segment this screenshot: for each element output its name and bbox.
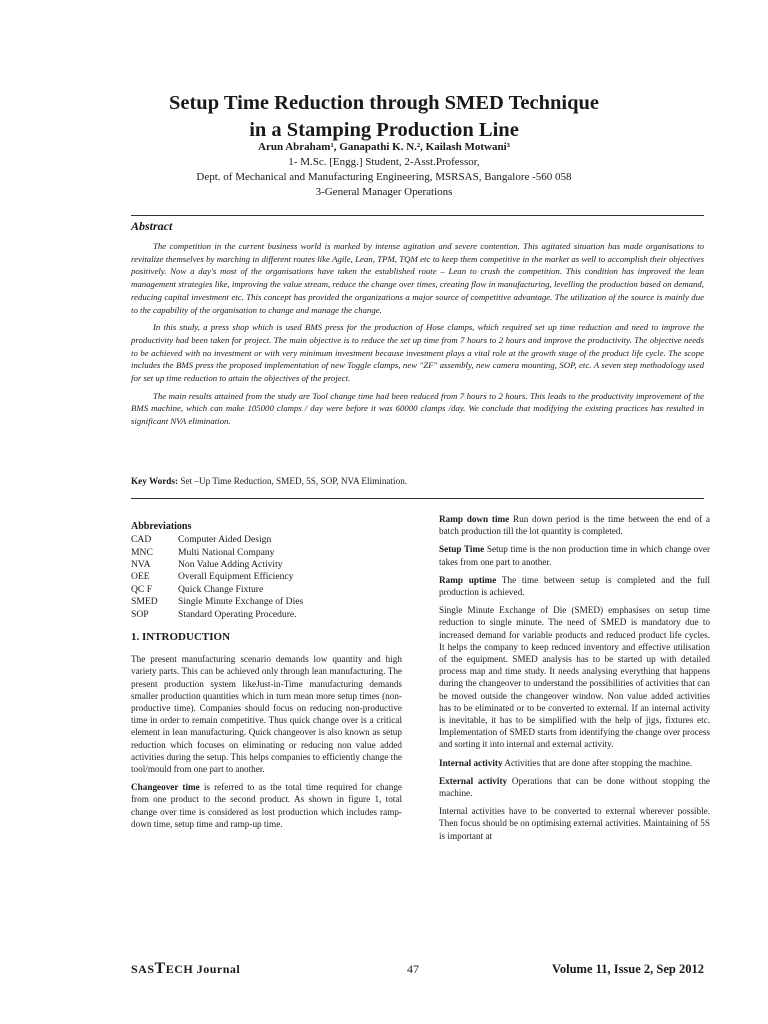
abbreviation-row [131, 596, 402, 608]
changeover-term: Changeover time [131, 782, 200, 793]
journal-initial: T [154, 960, 166, 977]
abstract-paragraph-2: In this study, a press shop which is used BMS press for the production of Hose clamps, which required set up time reduction and need to improve the productivity had been taken for project. The main objective is to reduce the set up time from 7 hours to 2 hours and improve the productivity. The objective needs to be achieved with no investment or with very minimum investment because investment plays a vital role at the growth stage of the product life cycle. The scope includes the BMS press the proposed implementation of new Toggle clamps, new "ZF" assembly, new camera mounting, SOP, etc. A seven step methodology used for set up time reduction to attain the objectives of the project. [131, 322, 704, 384]
rampdown-term: Ramp down time [439, 514, 510, 524]
author-names: Arun Abraham¹, Ganapathi K. N.², Kailash Motwani³ [258, 141, 510, 153]
abbr-key: NVA [131, 559, 151, 571]
abbr-key: MNC [131, 546, 153, 558]
journal-name [131, 960, 240, 978]
abbreviation-row [131, 534, 402, 546]
external-text: Operations that can be done without stopping the machine. [439, 775, 710, 799]
page-footer [131, 960, 704, 982]
affiliation-line-2: Dept. of Mechanical and Manufacturing Engineering, MSRSAS, Bangalore -560 058 [196, 171, 572, 183]
page-number: 47 [407, 962, 419, 976]
abbr-value: Computer Aided Design [178, 534, 272, 546]
abbreviations-heading: Abbreviations [131, 521, 192, 532]
setup-term: Setup Time [439, 544, 485, 555]
left-column [131, 513, 402, 836]
internal-text: Activities that are done after stopping the machine. [502, 757, 693, 768]
abbreviation-row [131, 559, 402, 571]
abstract-paragraph-1: The competition in the current business world is marked by intense agitation and severe contention. This agitated situation has made organisations to revitalize themselves by marching in different routes like Agile, Lean, TPM, TQM etc to keep them competitive in the market as well to accomplish their objectives positively. Now a day's most of the organisations have taken the established route – Lean to crush the competition. This condition has improved the lean management strategies like, improving the value stream, reduce the change over times, creating flow in manufacturing, levelling the production based on demand, reducing capital investment etc. This concept has provided the organizations a major source of competitive advantage. The utilization of the source is mainly due to the capability of the organisation to change and manage the change. [131, 241, 704, 315]
keywords-text: Set –Up Time Reduction, SMED, 5S, SOP, NVA Elimination. [178, 476, 408, 486]
abstract-body [131, 240, 704, 433]
title-line-2: in a Stamping Production Line [249, 119, 519, 141]
rampup-definition [439, 574, 710, 598]
title-line-1: Setup Time Reduction through SMED Technique [168, 92, 600, 114]
conversion-paragraph: Internal activities have to be converted to external wherever possible. Then focus should be on optimising external activities. Maintaining of 5S is important at [439, 806, 710, 841]
abbr-value: Non Value Adding Activity [178, 559, 283, 571]
setup-definition [439, 543, 710, 567]
abstract-paragraph-3: The main results attained from the study are Tool change time had been reduced from 7 hours to 2 hours. This leads to the productivity improvement of the BMS machine, which can make 105000 clamps / day were before it was 60000 clamps /day. We conclude that modifying the existing practices has resulted in significant NVA elimination. [131, 390, 704, 427]
rampdown-text: Run down period is the time between the end of a batch production till the lot quantity is completed. [439, 514, 710, 537]
right-column [439, 513, 710, 848]
paper-title [100, 90, 668, 144]
abstract-bottom-rule [131, 498, 704, 499]
affiliation-line-1: 1- M.Sc. [Engg.] Student, 2-Asst.Professor, [288, 156, 480, 168]
rampup-term: Ramp uptime [439, 574, 497, 585]
abstract-top-rule [131, 215, 704, 216]
keywords-label: Key Words: [131, 476, 179, 486]
abbr-value: Single Minute Exchange of Dies [178, 596, 304, 608]
abbr-key: OEE [131, 571, 150, 583]
internal-term: Internal activity [439, 757, 503, 768]
introduction-paragraph: The present manufacturing scenario demands low quantity and high variety parts. This can be achieved only through lean manufacturing. The present production system likeJust-in-Time manufacturing demands smaller production quantities which in turn mean more setup times (non-productive time). Companies should focus on reducing non-productive time in order to remain competitive. Thus quick change over is a critical element in lean manufacturing. Quick changeover is also known as setup reduction which focuses on eliminating or reducing non value added activities during the setup. This helps companies to efficiently change the tool/mould from one part to another. [131, 654, 402, 775]
abstract-heading: Abstract [131, 219, 173, 233]
abbreviation-row [131, 547, 402, 559]
rampdown-definition [439, 513, 710, 537]
rampup-text: The time between setup is completed and the full production is achieved. [439, 574, 710, 598]
journal-suffix: ECH Journal [165, 962, 241, 976]
changeover-definition [131, 781, 402, 830]
smed-paragraph: Single Minute Exchange of Die (SMED) emphasises on setup time reduction to single minute. The need of SMED is mandatory due to increased demand for variable products and reduced product life cycles. It helps the company to keep reduced inventory and effective utilisation of the equipment. SMED analysis has to be started up with detailed process map and time study. It needs analysing everything that happens during the changeover to understand the possibilities of activities that can be moved outside the changeover window. Non value added activities has to be eliminated or to be converted to external. If an internal activity is inevitable, it has to be simplified with the help of jigs, fixtures etc. Implementation of SMED starts from identifying the change over process and sorting it into internal and external activity. [439, 605, 710, 750]
abbreviation-row [131, 584, 402, 596]
abbr-value: Overall Equipment Efficiency [178, 571, 294, 583]
abbr-key: QC F [131, 583, 153, 595]
volume-info: Volume 11, Issue 2, Sep 2012 [552, 962, 704, 976]
external-definition [439, 775, 710, 799]
author-block [100, 140, 668, 200]
external-term: External activity [439, 775, 508, 786]
affiliation-line-3: 3-General Manager Operations [315, 186, 453, 198]
abbr-key: CAD [131, 534, 152, 546]
keywords [131, 476, 704, 486]
abbr-value: Multi National Company [178, 546, 275, 558]
abbr-value: Quick Change Fixture [178, 583, 264, 595]
abbr-value: Standard Operating Procedure. [178, 608, 297, 620]
journal-prefix: SAS [131, 962, 155, 976]
changeover-text: is referred to as the total time required for change from one product to the second product. As shown in figure 1, total change over time is considered as lost production which includes ramp-down time, setup time and ramp-up time. [131, 782, 402, 829]
abbreviation-row [131, 571, 402, 583]
abbr-key: SMED [131, 596, 158, 608]
internal-definition [439, 757, 710, 769]
introduction-heading: 1. INTRODUCTION [131, 631, 231, 644]
setup-text: Setup time is the non production time in which change over takes from one part to another. [439, 544, 711, 567]
abbr-key: SOP [131, 608, 149, 620]
abbreviation-row [131, 609, 402, 621]
